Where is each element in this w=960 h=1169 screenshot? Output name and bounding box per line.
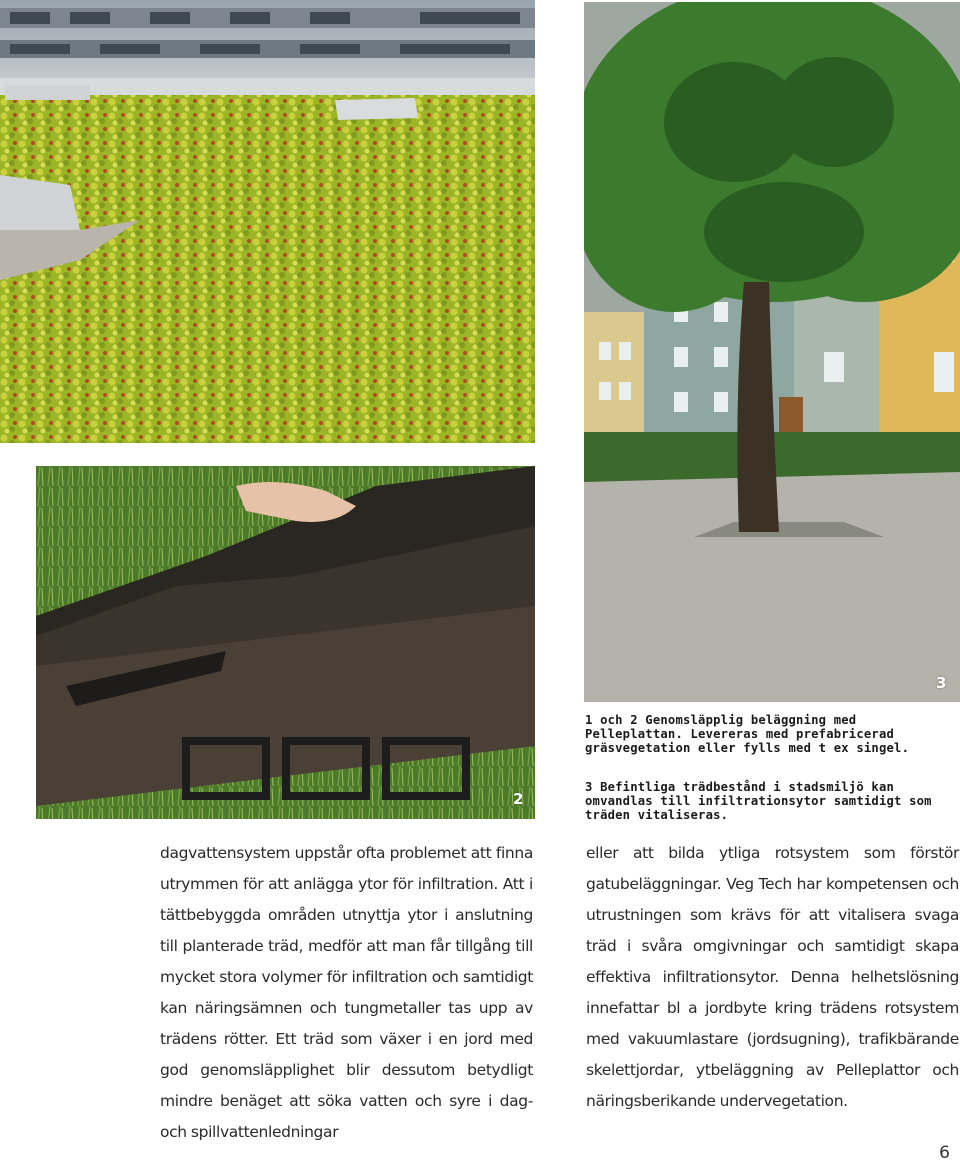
caption-photos-1-2: 1 och 2 Genomsläpplig beläggning med Pelleplattan. Levereras med prefabricerad gräsvegetation eller fylls med t ex singel. [585,713,910,755]
street-tree-photo-icon [584,2,960,702]
green-roof-sedum-photo-icon [0,0,535,443]
body-text-right-column: eller att bilda ytliga rotsystem som förstör gatubeläggningar. Veg Tech har kompetensen och utrustningen som krävs för att vitalisera svaga träd i svåra omgivningar och samtidigt skapa effektiva infiltrationsytor. Denna helhetslösning innefattar bl a jordbyte kring trädens rotsystem med vakuumlastare (jordsugning), trafikbärande skelettjordar, ytbeläggning av Pelleplattor och näringsberikande undervegetation. [586,844,959,1110]
photo-number-2: 2 [513,790,524,808]
caption-photo-3: 3 Befintliga trädbestånd i stadsmiljö kan omvandlas till infiltrationsytor samtidigt som träden vitaliseras. [585,780,932,822]
street-tree-photo [584,2,960,702]
photo-number-3: 3 [936,674,947,692]
green-roof-photo [0,0,535,443]
body-text-left-column: dagvattensystem uppstår ofta problemet att finna utrymmen för att anlägga ytor för infiltration. Att i tättbebyggda områden utnyttja ytor i anslutning till planterade träd, medför att man får tillgång till mycket stora volymer för infiltration och samtidigt kan näringsämnen och tungmetaller tas upp av trädens rötter. Ett träd som växer i en jord med god genomsläpplighet blir dessutom betydligt mindre benäget att söka vatten och syre i dag- och spillvattenledningar [160,844,533,1141]
turf-paver-photo-icon [36,466,535,819]
page-number: 6 [939,1143,950,1163]
turf-paver-photo [36,466,535,819]
